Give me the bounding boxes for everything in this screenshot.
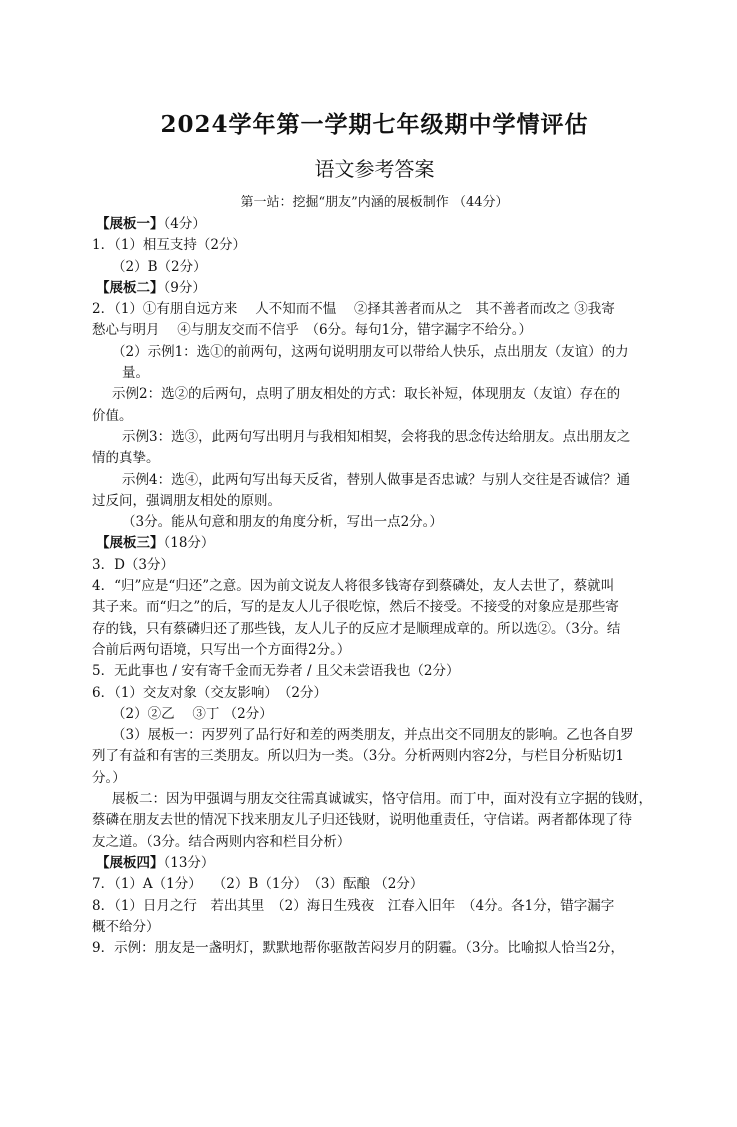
- answer-q3: 3．D（3分）: [92, 556, 175, 573]
- answer-content: [92, 214, 657, 959]
- board3-points: （18分）: [163, 535, 215, 552]
- board2-scoring-note: （3分。能从句意和朋友的角度分析，写出一点2分。）: [122, 514, 443, 531]
- answer-q8-line2: 概不给分）: [92, 918, 160, 935]
- answer-q8-line1: 8．（1）日月之行 若出其里 （2）海日生残夜 江春入旧年 （4分。各1分，错字漏字: [92, 897, 615, 914]
- answer-q2-1-line1: 2．（1）①有朋自远方来 人不知而不愠 ②择其善者而从之 其不善者而改之 ③我寄: [92, 301, 615, 318]
- board3-heading: [92, 533, 657, 554]
- answer-q6-4-line2: 蔡磷在朋友去世的情况下找来朋友儿子归还钱财，说明他重责任，守信诺。两者都体现了待: [92, 812, 632, 829]
- board1-heading: [92, 214, 657, 235]
- page-subtitle: 语文参考答案: [314, 157, 435, 181]
- board4-heading: [92, 853, 657, 874]
- board1-title: 【展板一】: [96, 216, 164, 232]
- answer-q6-3-line3: 分。）: [92, 769, 126, 786]
- example3-line2: 情的真挚。: [92, 450, 160, 467]
- answer-q4-line3: 存的钱，只有蔡磷归还了那些钱，友人儿子的反应才是顺理成章的。所以选②。（3分。结: [92, 620, 621, 637]
- answer-sheet-page: [0, 106, 737, 1127]
- answer-q4-line4: 合前后两句语境，只写出一个方面得2分。）: [92, 641, 351, 658]
- answer-q9: 9．示例：朋友是一盏明灯，默默地帮你驱散苦闷岁月的阴霾。（3分。比喻拟人恰当2分，: [92, 940, 625, 957]
- board3-title: 【展板三】: [96, 535, 164, 552]
- example2-line2: 价值。: [92, 407, 133, 424]
- answer-q6-1: 6．（1）交友对象（交友影响） （2分）: [92, 684, 328, 701]
- answer-q6-4-line1: 展板二：因为甲强调与朋友交往需真诚诚实，恪守信用。而丁中，面对没有立字据的钱财，: [112, 791, 652, 808]
- example2-line1: 示例2：选②的后两句，点明了朋友相处的方式：取长补短，体现朋友（友谊）存在的: [112, 386, 621, 403]
- answer-q2-2-line1: （2）示例1：选①的前两句，这两句说明朋友可以带给人快乐，点出朋友（友谊）的力: [112, 343, 629, 360]
- board1-points: （4分）: [163, 216, 206, 232]
- page-title: 2024学年第一学期七年级期中学情评估: [160, 111, 589, 138]
- board4-points: （13分）: [163, 854, 215, 871]
- answer-q2-1-line2: 愁心与明月 ④与朋友交而不信乎 （6分。每句1分，错字漏字不给分。）: [92, 322, 532, 339]
- example4-line2: 过反问，强调朋友相处的原则。: [92, 492, 281, 509]
- board4-title: 【展板四】: [96, 854, 164, 871]
- answer-q4-line1: 4．“归”应是“归还”之意。因为前文说友人将很多钱寄存到蔡磷处，友人去世了，蔡就叫: [92, 578, 615, 595]
- station-heading: 第一站：挖掘“朋友”内涵的展板制作 （44分）: [240, 195, 509, 210]
- answer-q6-3-line2: 列了有益和有害的三类朋友。所以归为一类。（3分。分析两则内容2分，与栏目分析贴切1: [92, 748, 625, 765]
- board2-heading: [92, 278, 657, 299]
- board2-points: （9分）: [163, 279, 206, 296]
- answer-q6-2: （2）②乙 ③丁 （2分）: [112, 705, 273, 722]
- answer-q1-1: 1．（1）相互支持（2分）: [92, 237, 247, 254]
- example4-line1: 示例4：选④，此两句写出每天反省，替别人做事是否忠诚？与别人交往是否诚信？通: [122, 471, 631, 488]
- answer-q5: 5．无此事也 / 安有寄千金而无券者 / 且父未尝语我也（2分）: [92, 663, 460, 680]
- example3-line1: 示例3：选③，此两句写出明月与我相知相契，会将我的思念传达给朋友。点出朋友之: [122, 428, 631, 445]
- board2-title: 【展板二】: [96, 279, 164, 296]
- answer-q6-4-line3: 友之道。（3分。结合两则内容和栏目分析）: [92, 833, 351, 850]
- answer-q2-2-line2: 量。: [122, 365, 149, 382]
- answer-q1-2: （2）B（2分）: [112, 258, 207, 275]
- answer-q7: 7．（1）A（1分） （2）B（1分） （3）酝酿 （2分）: [92, 876, 424, 893]
- answer-q6-3-line1: （3）展板一：丙罗列了品行好和差的两类朋友，并点出交不同朋友的影响。乙也各自罗: [112, 727, 634, 744]
- answer-q4-line2: 其子来。而“归之”的后，写的是友人儿子很吃惊，然后不接受。不接受的对象应是那些寄: [92, 599, 619, 616]
